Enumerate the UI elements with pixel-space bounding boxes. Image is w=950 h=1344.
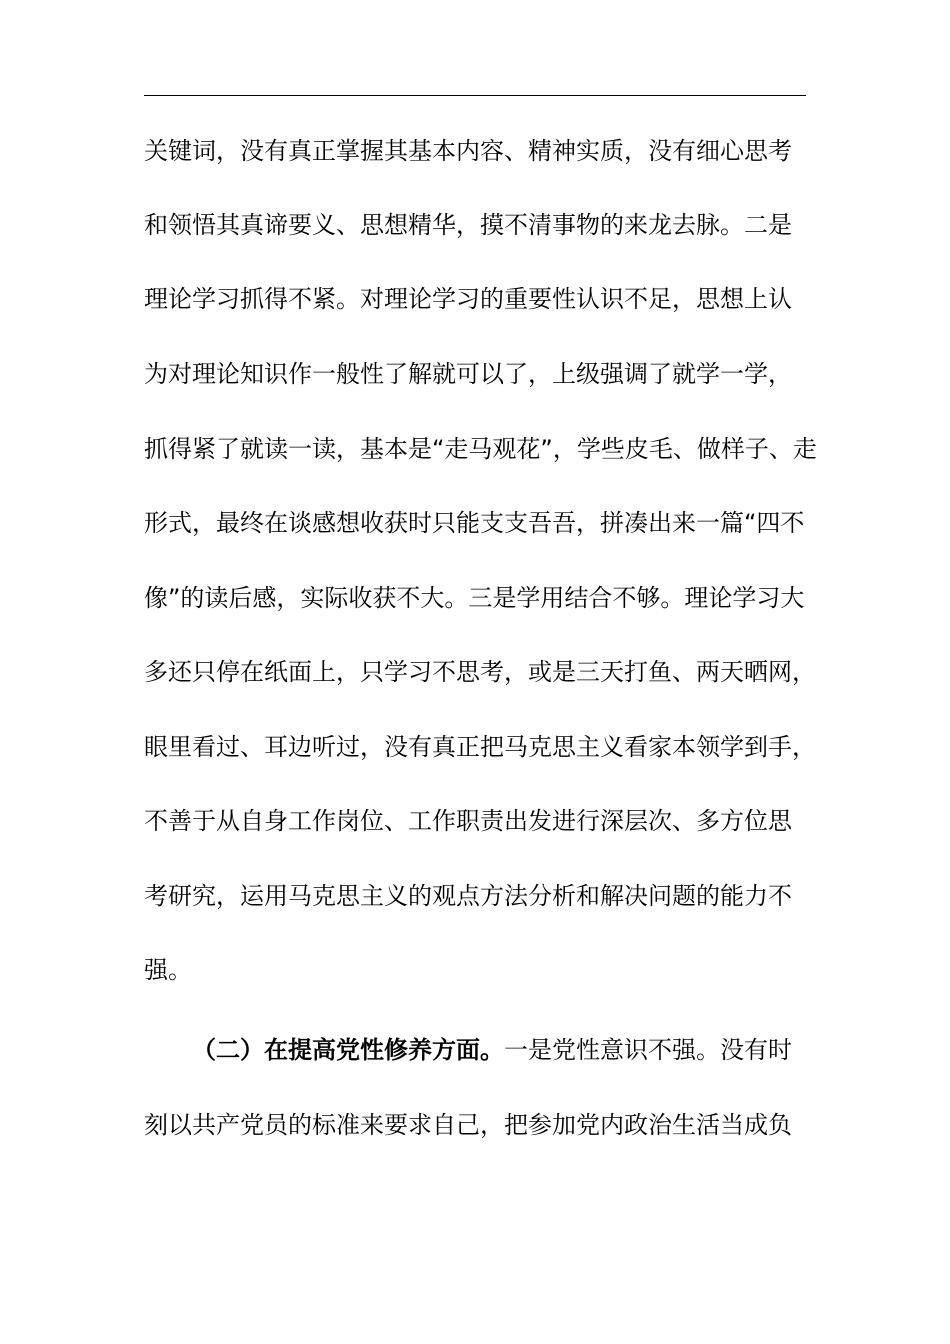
body-line-9: 眼里看过、耳边听过，没有真正把马克思主义看家本领学到手， — [144, 733, 816, 761]
body-line-2: 和领悟其真谛要义、思想精华，摸不清事物的来龙去脉。二是 — [144, 211, 792, 239]
section-2-first-line — [192, 1030, 892, 1070]
body-line-11: 考研究，运用马克思主义的观点方法分析和解决问题的能力不 — [144, 882, 792, 910]
body-line-3: 理论学习抓得不紧。对理论学习的重要性认识不足，思想上认 — [144, 285, 792, 313]
body-line-4: 为对理论知识作一般性了解就可以了，上级强调了就学一学， — [144, 360, 792, 388]
body-line-1: 关键词，没有真正掌握其基本内容、精神实质，没有细心思考 — [144, 137, 792, 165]
body-line-12: 强。 — [144, 956, 192, 984]
section-2-line-1-text: 一是党性意识不强。没有时 — [504, 1036, 792, 1064]
body-line-10: 不善于从自身工作岗位、工作职责出发进行深层次、多方位思 — [144, 807, 792, 835]
body-line-7: 像”的读后感，实际收获不大。三是学用结合不够。理论学习大 — [144, 584, 805, 612]
header-rule — [144, 95, 806, 96]
body-line-5: 抓得紧了就读一读，基本是“走马观花”，学些皮毛、做样子、走 — [144, 435, 817, 463]
section-2-line-2: 刻以共产党员的标准来要求自己，把参加党内政治生活当成负 — [144, 1111, 792, 1139]
body-line-6: 形式，最终在谈感想收获时只能支支吾吾，拼凑出来一篇“四不 — [144, 509, 805, 537]
body-line-8: 多还只停在纸面上，只学习不思考，或是三天打鱼、两天晒网， — [144, 658, 816, 686]
section-2-heading: （二）在提高党性修养方面。 — [192, 1036, 504, 1064]
